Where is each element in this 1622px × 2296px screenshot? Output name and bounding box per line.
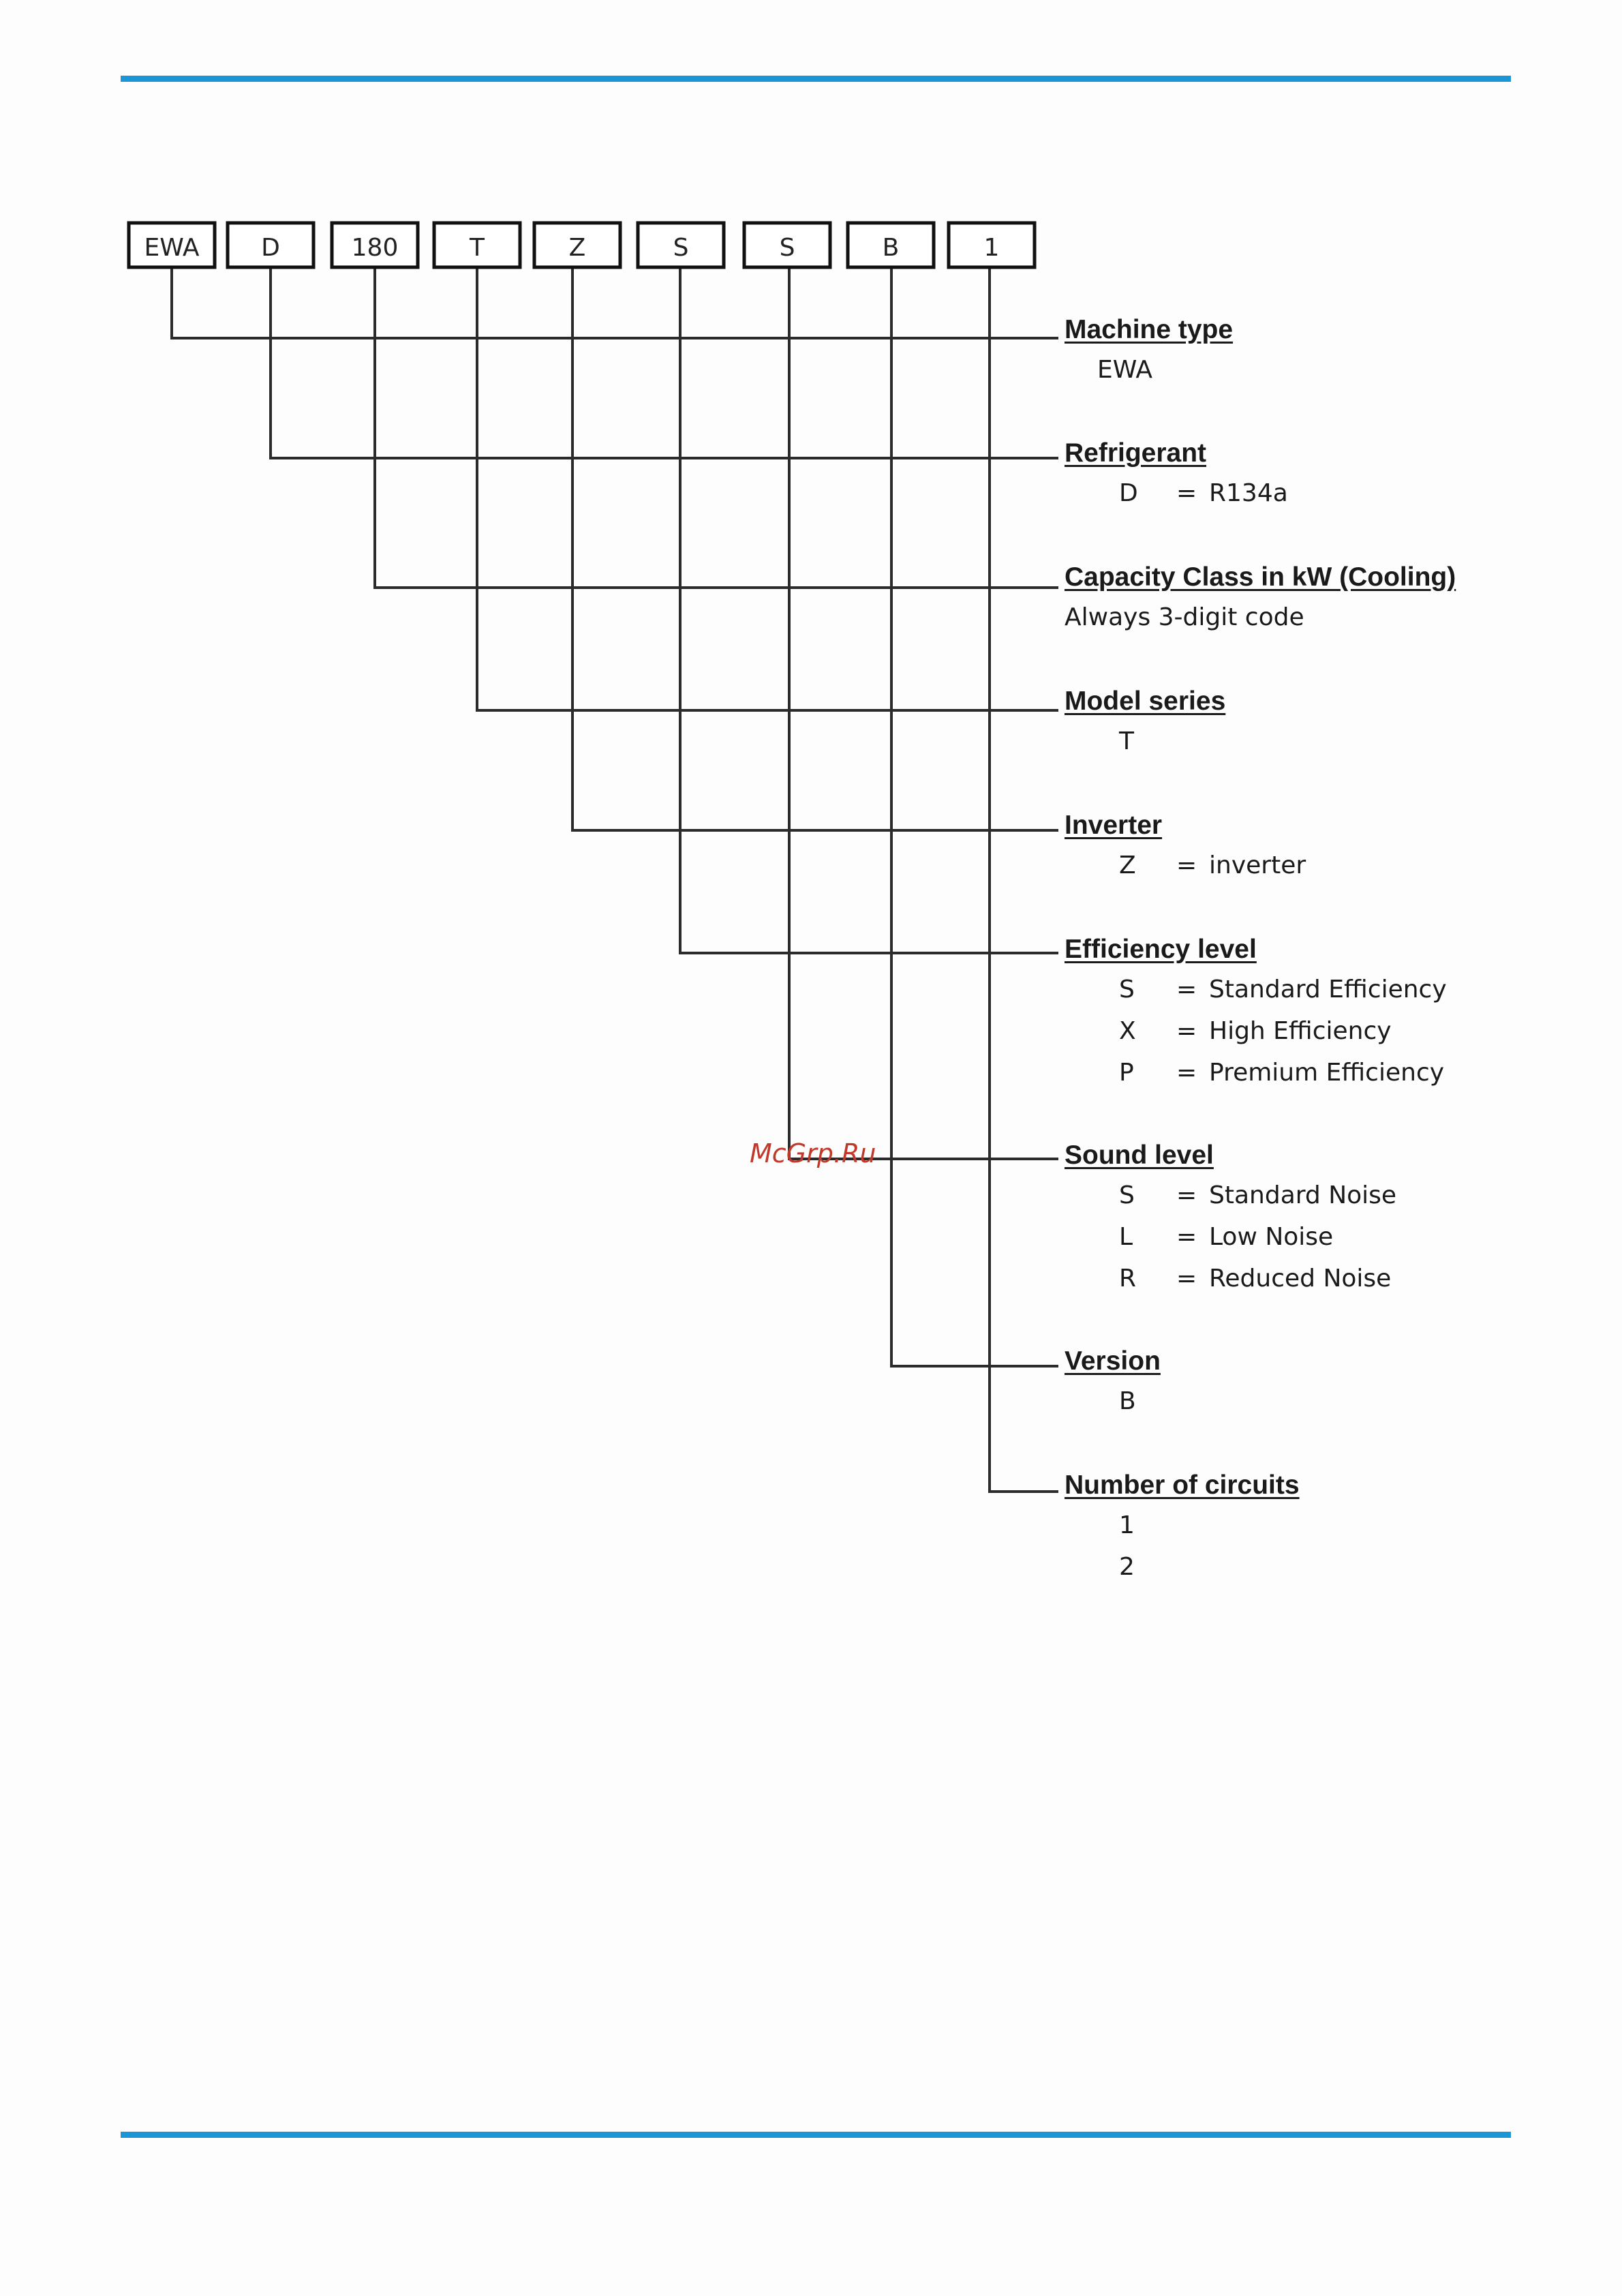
section-sound: [1065, 1141, 1396, 1299]
option-equals: =: [1176, 1265, 1197, 1293]
option-list: [1065, 472, 1288, 514]
option-row: [1065, 472, 1288, 514]
section-value: T: [1119, 727, 1134, 755]
option-code: Z: [1119, 851, 1136, 879]
section-title: Efficiency level: [1065, 935, 1257, 964]
option-description: Standard Noise: [1209, 1181, 1397, 1209]
option-description: Premium Efficiency: [1209, 1059, 1445, 1087]
option-list: [1065, 1175, 1396, 1299]
code-box-model-series: [434, 223, 520, 267]
section-version: [1065, 1346, 1161, 1422]
section-efficiency: [1065, 935, 1447, 1093]
option-row: [1065, 1216, 1396, 1258]
code-box-inverter: [534, 223, 620, 267]
section-model-series: [1065, 686, 1225, 762]
option-code: D: [1119, 479, 1138, 507]
option-row: [1065, 969, 1447, 1010]
code-box-label: EWA: [144, 234, 200, 262]
option-equals: =: [1176, 1059, 1197, 1087]
code-box-label: D: [261, 234, 280, 262]
section-circuits: [1065, 1470, 1300, 1588]
section-title: Capacity Class in kW (Cooling): [1065, 562, 1456, 592]
connector-efficiency: [680, 267, 1058, 953]
section-value: EWA: [1097, 356, 1152, 384]
option-list: [1065, 845, 1306, 886]
option-code: P: [1119, 1059, 1134, 1087]
option-description: Low Noise: [1209, 1223, 1334, 1251]
code-box-efficiency: [638, 223, 724, 267]
code-box-label: S: [779, 234, 795, 262]
section-value: B: [1119, 1387, 1136, 1415]
section-title: Number of circuits: [1065, 1470, 1300, 1500]
code-box-label: Z: [568, 234, 586, 262]
option-row: [1065, 1258, 1396, 1299]
value-row: 1: [1119, 1511, 1135, 1539]
code-box-circuits: [949, 223, 1035, 267]
option-row: [1065, 1010, 1447, 1052]
section-value: Always 3-digit code: [1065, 603, 1304, 631]
option-description: inverter: [1209, 851, 1306, 879]
option-description: R134a: [1209, 479, 1288, 507]
section-title: Inverter: [1065, 811, 1163, 840]
section-inverter: [1065, 811, 1306, 886]
option-description: Standard Efficiency: [1209, 976, 1447, 1003]
value-row: 2: [1119, 1553, 1135, 1581]
code-box-label: B: [882, 234, 900, 262]
bottom-accent-rule: [121, 2132, 1511, 2138]
code-box-capacity: [332, 223, 418, 267]
option-code: R: [1119, 1265, 1137, 1293]
connector-model-series: [477, 267, 1058, 710]
connector-refrigerant: [271, 267, 1058, 458]
value-list: [1065, 1505, 1300, 1588]
option-equals: =: [1176, 851, 1197, 879]
option-description: Reduced Noise: [1209, 1265, 1392, 1293]
option-list: [1065, 969, 1447, 1093]
option-row: [1065, 1052, 1447, 1093]
connector-lines: [172, 267, 1058, 1492]
section-refrigerant: [1065, 438, 1288, 514]
option-description: High Efficiency: [1209, 1017, 1392, 1045]
code-box-label: T: [470, 234, 485, 262]
section-capacity: [1065, 562, 1456, 635]
section-title: Refrigerant: [1065, 438, 1207, 468]
option-code: S: [1119, 1181, 1135, 1209]
watermark: McGrp.Ru: [750, 1138, 876, 1168]
option-code: L: [1119, 1223, 1133, 1251]
connector-sound: [789, 267, 1058, 1159]
option-code: X: [1119, 1017, 1136, 1045]
option-row: [1065, 845, 1306, 886]
option-equals: =: [1176, 1181, 1197, 1209]
code-box-refrigerant: [228, 223, 313, 267]
section-title: Machine type: [1065, 315, 1234, 344]
option-equals: =: [1176, 1223, 1197, 1251]
code-box-label: 1: [983, 234, 1000, 262]
code-box-label: S: [673, 234, 689, 262]
option-code: S: [1119, 976, 1135, 1003]
option-equals: =: [1176, 976, 1197, 1003]
code-box-label: 180: [351, 234, 399, 262]
option-equals: =: [1176, 479, 1197, 507]
option-equals: =: [1176, 1017, 1197, 1045]
connector-inverter: [572, 267, 1058, 830]
section-machine-type: [1065, 315, 1233, 387]
option-row: [1065, 1175, 1396, 1216]
section-title: Model series: [1065, 686, 1226, 716]
code-box-sound: [744, 223, 830, 267]
connector-version: [891, 267, 1058, 1366]
section-title: Sound level: [1065, 1141, 1214, 1170]
code-box-machine-type: [129, 223, 215, 267]
connector-machine-type: [172, 267, 1058, 338]
section-title: Version: [1065, 1346, 1161, 1376]
code-box-version: [848, 223, 934, 267]
connector-circuits: [990, 267, 1058, 1492]
